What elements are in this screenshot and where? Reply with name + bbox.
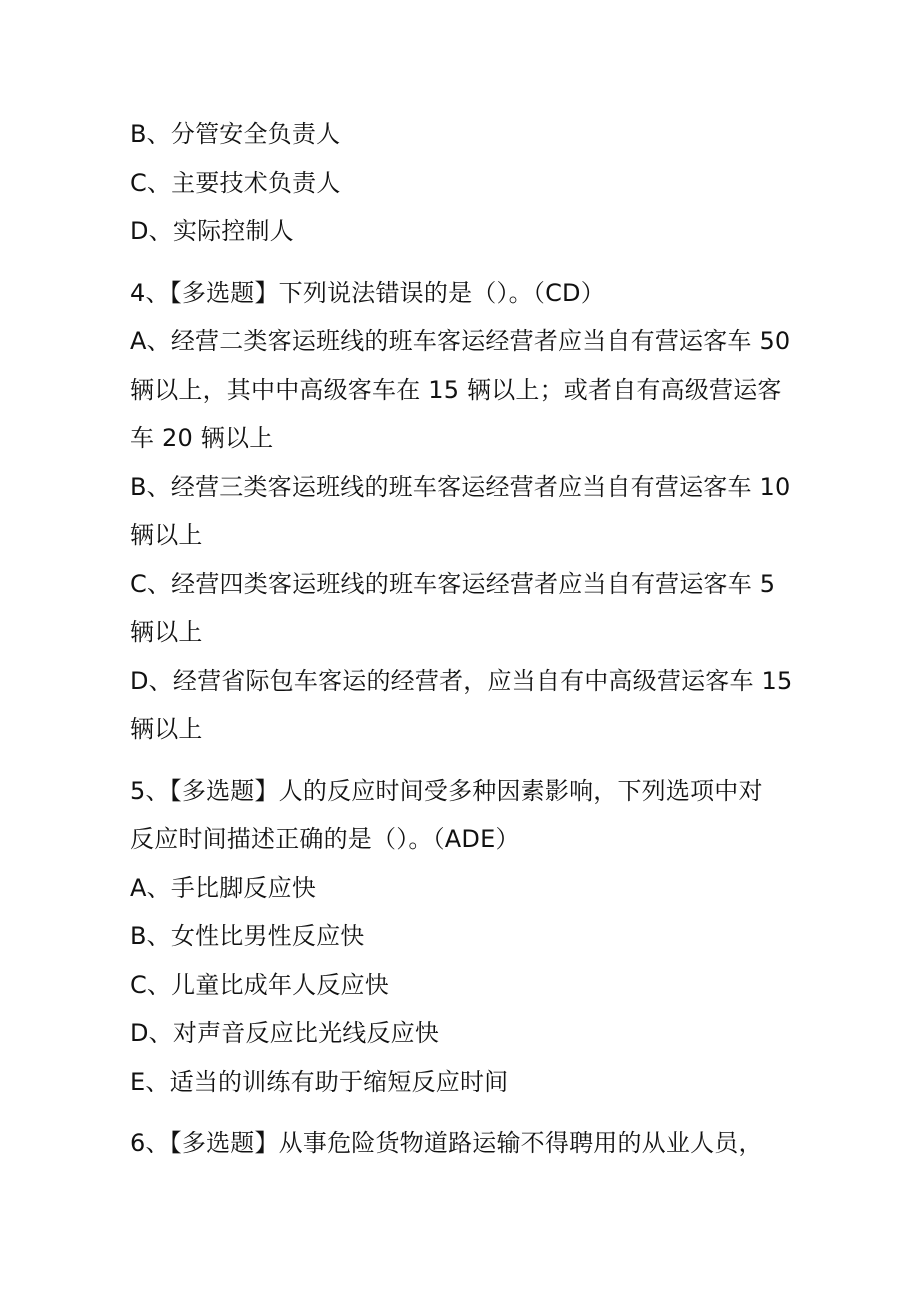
- question-3-options: [130, 110, 800, 256]
- option-a-line-2: 辆以上，其中中高级客车在 15 辆以上；或者自有高级营运客: [130, 375, 782, 404]
- option-b-line-1: B、经营三类客运班线的班车客运经营者应当自有营运客车 10: [130, 472, 791, 501]
- question-4: [130, 269, 800, 754]
- option-b: B、分管安全负责人: [130, 120, 341, 148]
- question-5: [130, 767, 800, 1107]
- option-b: B、女性比男性反应快: [130, 922, 365, 950]
- question-stem: 4、【多选题】下列说法错误的是（）。（CD）: [130, 278, 605, 307]
- option-a-line-3: 车 20 辆以上: [130, 424, 274, 452]
- option-d-line-1: D、经营省际包车客运的经营者，应当自有中高级营运客车 15: [130, 666, 793, 695]
- option-b-line-2: 辆以上: [130, 521, 203, 549]
- document-page: [130, 110, 800, 1168]
- question-stem: 6、【多选题】从事危险货物道路运输不得聘用的从业人员，: [130, 1129, 763, 1157]
- option-d-line-2: 辆以上: [130, 715, 203, 743]
- option-e: E、适当的训练有助于缩短反应时间: [130, 1067, 509, 1096]
- option-c: C、儿童比成年人反应快: [130, 970, 389, 999]
- option-c-line-2: 辆以上: [130, 618, 203, 646]
- option-d: D、对声音反应比光线反应快: [130, 1019, 440, 1047]
- option-c-line-1: C、经营四类客运班线的班车客运经营者应当自有营运客车 5: [130, 569, 776, 598]
- option-c: C、主要技术负责人: [130, 168, 341, 197]
- option-a-line-1: A、经营二类客运班线的班车客运经营者应当自有营运客车 50: [130, 327, 791, 355]
- question-stem-line-2: 反应时间描述正确的是（）。（ADE）: [130, 825, 520, 853]
- question-stem-line-1: 5、【多选题】人的反应时间受多种因素影响，下列选项中对: [130, 776, 763, 805]
- option-d: D、实际控制人: [130, 217, 294, 245]
- question-6: [130, 1119, 800, 1168]
- option-a: A、手比脚反应快: [130, 873, 317, 902]
